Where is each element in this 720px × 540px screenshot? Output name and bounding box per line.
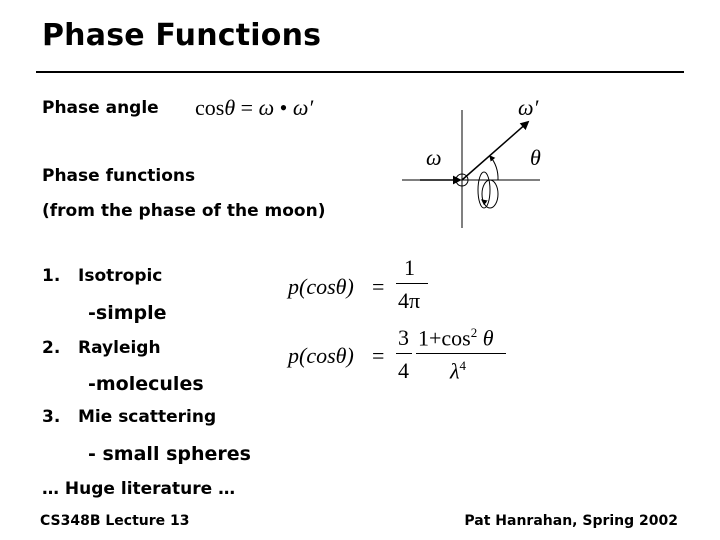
rayleigh-coef-bar [396, 353, 412, 354]
theta-symbol: θ [224, 95, 236, 120]
phase-functions-note: (from the phase of the moon) [42, 201, 326, 221]
slide-title: Phase Functions [42, 18, 322, 53]
lambda-exp: 4 [459, 358, 467, 373]
list-item-number: 3. [42, 407, 61, 427]
rayleigh-coef-denominator: 4 [398, 358, 409, 383]
equals-sign: = [240, 95, 254, 120]
list-item-mie: Mie scattering [78, 407, 217, 427]
phase-angle-equation [195, 95, 313, 121]
list-item-rayleigh: Rayleigh [78, 338, 161, 358]
rayleigh-numerator-exp: 2 [470, 325, 478, 340]
isotropic-numerator: 1 [404, 255, 415, 280]
rayleigh-fraction-bar [416, 353, 506, 354]
list-item-detail-molecules: -molecules [88, 373, 204, 395]
title-divider [36, 71, 684, 73]
rayleigh-numerator [418, 325, 494, 351]
diagram-theta-label [530, 145, 541, 171]
theta-label-text: θ [530, 145, 541, 170]
list-item-number: 1. [42, 266, 61, 286]
omega-label-text: ω [426, 145, 442, 170]
list-item-detail-spheres: - small spheres [88, 443, 251, 465]
closing-note: … Huge literature … [42, 479, 236, 499]
theta-angle-arc [490, 156, 498, 180]
omega-prime-label-text: ω′ [518, 95, 539, 120]
isotropic-fraction-bar [396, 283, 428, 284]
dot-operator: • [279, 95, 288, 120]
rayleigh-lhs-text: p(cosθ) [288, 343, 354, 368]
omega-symbol: ω [258, 95, 275, 120]
rayleigh-numerator-text: 1+cos [418, 325, 471, 351]
isotropic-equals: = [372, 274, 385, 299]
isotropic-lhs [288, 274, 354, 300]
phase-functions-label: Phase functions [42, 166, 196, 186]
isotropic-denominator: 4π [398, 288, 421, 313]
rayleigh-equals: = [372, 343, 385, 368]
diagram-omega-label [426, 145, 442, 171]
lambda-symbol: λ [450, 358, 460, 384]
list-item-isotropic: Isotropic [78, 266, 163, 286]
rayleigh-denominator [450, 358, 466, 384]
list-item-detail-simple: -simple [88, 302, 167, 324]
footer-right: Pat Hanrahan, Spring 2002 [464, 513, 678, 529]
rayleigh-coef-numerator: 3 [398, 325, 409, 350]
outgoing-direction-arrow [462, 122, 528, 180]
cos-text: cos [195, 95, 225, 120]
isotropic-lhs-text: p(cosθ) [288, 274, 354, 299]
footer-left: CS348B Lecture 13 [40, 513, 190, 529]
rayleigh-numerator-theta: θ [482, 325, 494, 351]
rayleigh-lhs [288, 343, 354, 369]
phase-angle-label: Phase angle [42, 98, 159, 118]
diagram-omega-prime-label [518, 95, 538, 121]
list-item-number: 2. [42, 338, 61, 358]
omega-prime-symbol: ω′ [292, 95, 314, 120]
